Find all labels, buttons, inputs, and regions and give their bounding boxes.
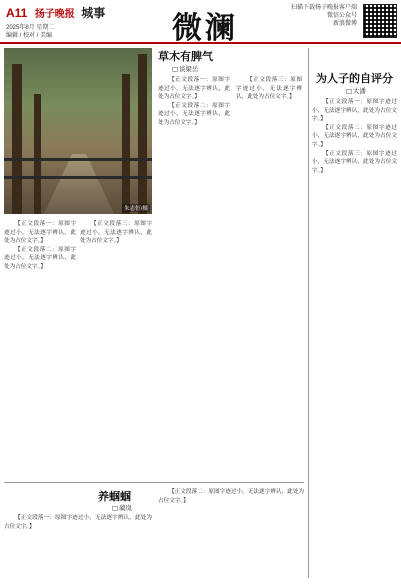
article1-paragraph: 【正文段落一：原图字迹过小，无法逐字辨认，此处为占位文字。】	[158, 77, 230, 101]
article1-col-right	[80, 220, 152, 478]
column-divider	[308, 48, 309, 578]
article1-col-mid2	[236, 76, 302, 476]
railing	[4, 158, 152, 161]
article2-paragraph: 【正文段落三：原图字迹过小，无法逐字辨认，此处为占位文字。】	[312, 150, 397, 174]
article1-paragraph: 【正文段落三：原图字迹过小，无法逐字辨认，此处为占位文字。】	[236, 77, 302, 101]
article3-paragraph: 【正文段落二：原图字迹过小，无法逐字辨认，此处为占位文字。】	[158, 489, 304, 504]
article1-col-mid	[158, 76, 230, 476]
promo-line-app: 扫描下载扬子晚报客户端	[290, 5, 357, 11]
article3-paragraph: 【正文段落一：原图字迹过小，无法逐字辨认，此处为占位文字。】	[4, 515, 152, 530]
article3-byline: □ 蔺岚	[112, 503, 132, 512]
article1-col-left	[4, 220, 76, 478]
tree-trunk	[12, 64, 22, 214]
article2-byline: □ 大潘	[346, 86, 366, 95]
article2-body	[312, 98, 397, 580]
article1-paragraph: 【正文段落三：原图字迹过小，无法逐字辨认，此处为占位文字。】	[80, 221, 152, 245]
article1-paragraph: 【正文段落一：原图字迹过小，无法逐字辨认，此处为占位文字。】	[4, 221, 76, 245]
tree-trunk	[122, 74, 130, 214]
promo-line-weibo: 新浪微博	[332, 21, 357, 27]
article2-title: 为人子的自评分	[316, 72, 393, 85]
article3-col-left	[4, 514, 152, 582]
masthead-left	[6, 4, 105, 40]
article2-paragraph: 【正文段落二：原图字迹过小，无法逐字辨认，此处为占位文字。】	[312, 124, 397, 148]
section-name: 城事	[81, 6, 106, 20]
section-divider	[4, 482, 304, 483]
railing	[4, 176, 152, 179]
article2-paragraph: 【正文段落一：原图字迹过小，无法逐字辨认，此处为占位文字。】	[312, 99, 397, 123]
supplement-title: 微澜	[172, 11, 238, 46]
article1-byline: □ 谈梁岳	[172, 64, 198, 73]
article3-title: 养蝈蝈	[98, 490, 131, 503]
tree-trunk	[138, 54, 147, 214]
article-photo	[4, 48, 152, 214]
editors-line: 编辑 / 校对 / 美编	[6, 33, 53, 39]
masthead-meta	[6, 24, 105, 40]
masthead	[0, 0, 401, 44]
article3-col-right	[158, 488, 304, 582]
promo-line-wechat: 微信公众号	[326, 13, 357, 19]
page-number: A11	[6, 6, 28, 20]
issue-date: 2025年8月 星期二	[6, 25, 55, 31]
photo-credit: 朱志恒/摄	[124, 206, 148, 212]
path-road	[44, 154, 114, 214]
tree-trunk	[34, 94, 41, 214]
article1-paragraph: 【正文段落二：原图字迹过小，无法逐字辨认，此处为占位文字。】	[4, 246, 76, 270]
paper-name: 扬子晚报	[34, 9, 75, 20]
article1-paragraph: 【正文段落二：原图字迹过小，无法逐字辨认，此处为占位文字。】	[158, 102, 230, 126]
qr-code[interactable]	[363, 4, 397, 38]
article1-title: 草木有脾气	[158, 50, 213, 63]
